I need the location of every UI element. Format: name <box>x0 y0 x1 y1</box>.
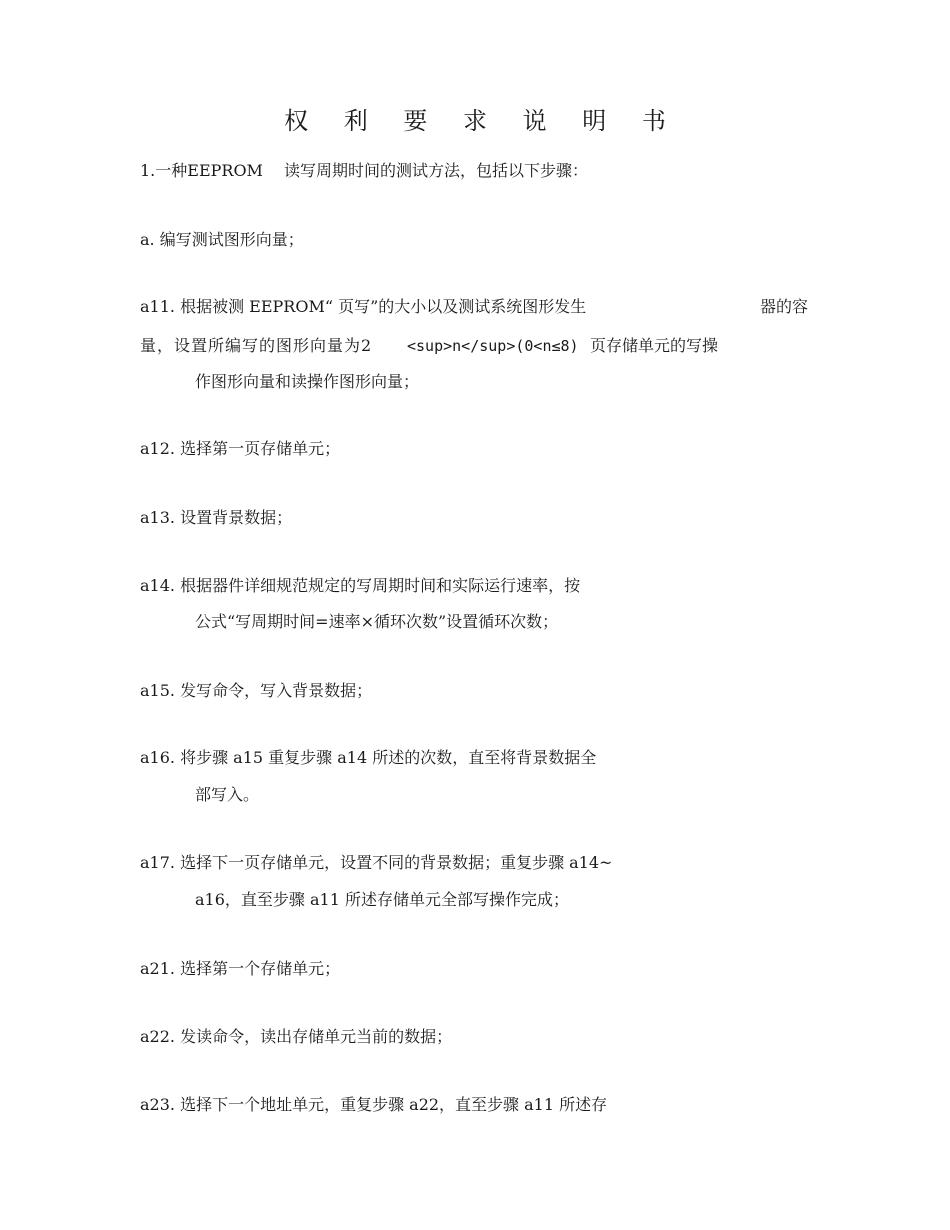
step-a11-line-2-tail: 页存储单元的写操 <box>590 336 719 355</box>
step-a14-line-1: a14. 根据器件详细规范规定的写周期时间和实际运行速率，按 <box>140 576 581 595</box>
step-a11-line-3: 作图形向量和读操作图形向量； <box>195 372 420 391</box>
step-a17-line-1: a17. 选择下一页存储单元，设置不同的背景数据；重复步骤 a14~ <box>140 853 613 872</box>
step-a16-line-1: a16. 将步骤 a15 重复步骤 a14 所述的次数，直至将背景数据全 <box>140 748 597 767</box>
document-title: 权 利 要 求 说 明 书 <box>284 107 680 135</box>
step-a12: a12. 选择第一页存储单元； <box>140 439 341 458</box>
step-a17-line-2: a16，直至步骤 a11 所述存储单元全部写操作完成； <box>195 890 569 909</box>
step-a22: a22. 发读命令，读出存储单元当前的数据； <box>140 1027 453 1046</box>
step-a11-line-1: a11. 根据被测 EEPROM“ 页写”的大小以及测试系统图形发生 <box>140 297 587 316</box>
claim-1-intro: 1.一种EEPROM 读写周期时间的测试方法，包括以下步骤： <box>140 161 589 180</box>
step-a14-line-2: 公式“写周期时间=速率×循环次数”设置循环次数； <box>195 612 559 631</box>
step-a: a. 编写测试图形向量； <box>140 230 304 249</box>
step-a13: a13. 设置背景数据； <box>140 508 293 527</box>
step-a21: a21. 选择第一个存储单元； <box>140 959 341 978</box>
step-a16-line-2: 部写入。 <box>195 785 260 804</box>
step-a15: a15. 发写命令，写入背景数据； <box>140 681 373 700</box>
step-a23: a23. 选择下一个地址单元，重复步骤 a22，直至步骤 a11 所述存 <box>140 1095 608 1114</box>
step-a11-line-2: 量，设置所编写的图形向量为2 <box>140 336 373 355</box>
step-a11-formula-markup: <sup>n</sup>(0<n≤8) <box>407 337 579 355</box>
step-a11-line-1-tail: 器的容 <box>760 297 809 316</box>
